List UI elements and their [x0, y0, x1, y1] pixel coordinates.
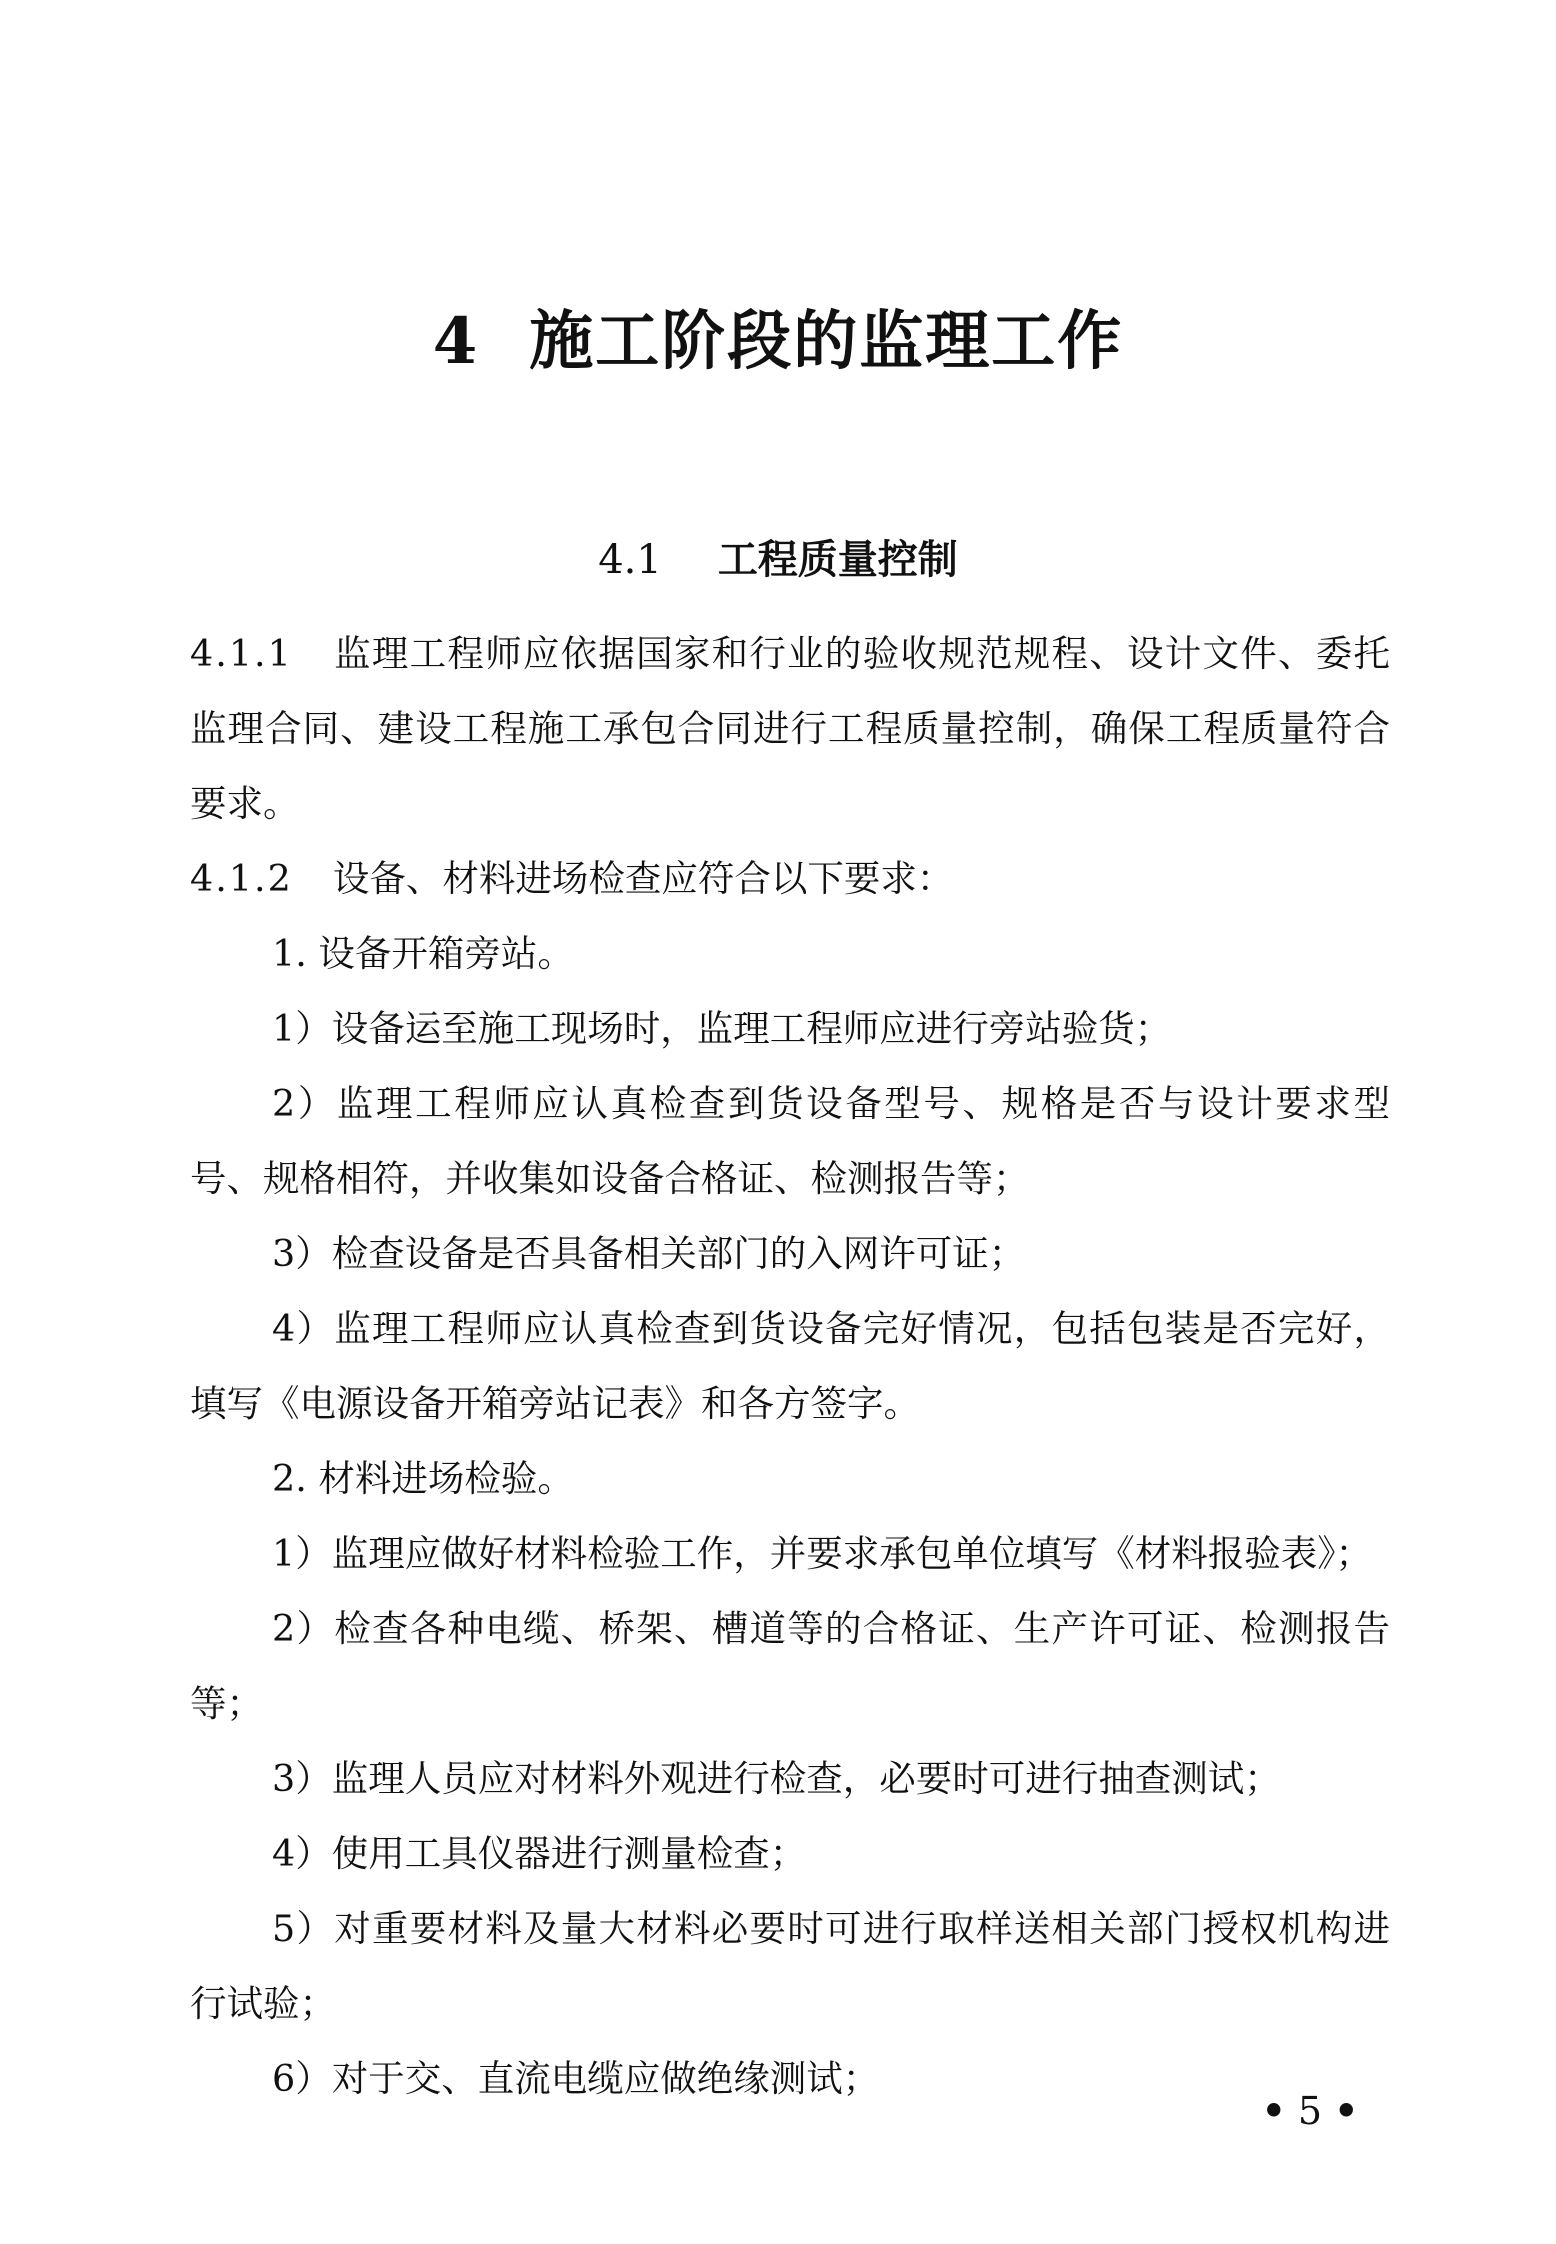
- list-item: 1）监理应做好材料检验工作，并要求承包单位填写《材料报验表》；: [272, 1532, 1372, 1575]
- list-item: 2）检查各种电缆、桥架、槽道等的合格证、生产许可证、检测报告等；: [190, 1607, 1390, 1725]
- list-item: 4）使用工具仪器进行测量检查；: [272, 1832, 807, 1875]
- list-item: 4）监理工程师应认真检查到货设备完好情况，包括包装是否完好，填写《电源设备开箱旁站记表》和各方签字。: [190, 1307, 1390, 1425]
- body-text: [190, 616, 1390, 2116]
- list-item: 5）对重要材料及量大材料必要时可进行取样送相关部门授权机构进行试验；: [190, 1907, 1390, 2025]
- clause-4-1-1: [190, 616, 1390, 841]
- section-title: [0, 528, 1556, 585]
- clause-text: 监理工程师应依据国家和行业的验收规范规程、设计文件、委托监理合同、建设工程施工承包合同进行工程质量控制，确保工程质量符合要求。: [190, 632, 1390, 825]
- section-number: 4.1: [598, 537, 662, 583]
- clause-4-1-2: [190, 841, 1390, 916]
- section-title-text: 工程质量控制: [717, 536, 958, 583]
- list-item: 3）检查设备是否具备相关部门的入网许可证；: [272, 1232, 1026, 1275]
- page-number-dot-left: •: [1261, 2088, 1286, 2133]
- subsection-heading-materials: 2. 材料进场检验。: [272, 1457, 574, 1500]
- list-item: 3）监理人员应对材料外观进行检查，必要时可进行抽查测试；: [272, 1757, 1281, 1800]
- chapter-title-text: 施工阶段的监理工作: [529, 304, 1124, 379]
- list-item: 6）对于交、直流电缆应做绝缘测试；: [272, 2057, 880, 2100]
- list-item: 2）监理工程师应认真检查到货设备型号、规格是否与设计要求型号、规格相符，并收集如设备合格证、检测报告等；: [190, 1082, 1390, 1200]
- page-number-dot-right: •: [1334, 2088, 1359, 2133]
- list-item: 1）设备运至施工现场时，监理工程师应进行旁站验货；: [272, 1007, 1172, 1050]
- clause-number: 4.1.1: [190, 632, 293, 675]
- subsection-heading-equipment: 1. 设备开箱旁站。: [272, 932, 574, 975]
- clause-text: 设备、材料进场检查应符合以下要求：: [332, 857, 954, 900]
- chapter-title: [0, 290, 1556, 382]
- chapter-number: 4: [432, 304, 480, 379]
- page-number-value: 5: [1297, 2089, 1323, 2133]
- page-number: [1240, 2088, 1380, 2133]
- clause-number: 4.1.2: [190, 857, 293, 900]
